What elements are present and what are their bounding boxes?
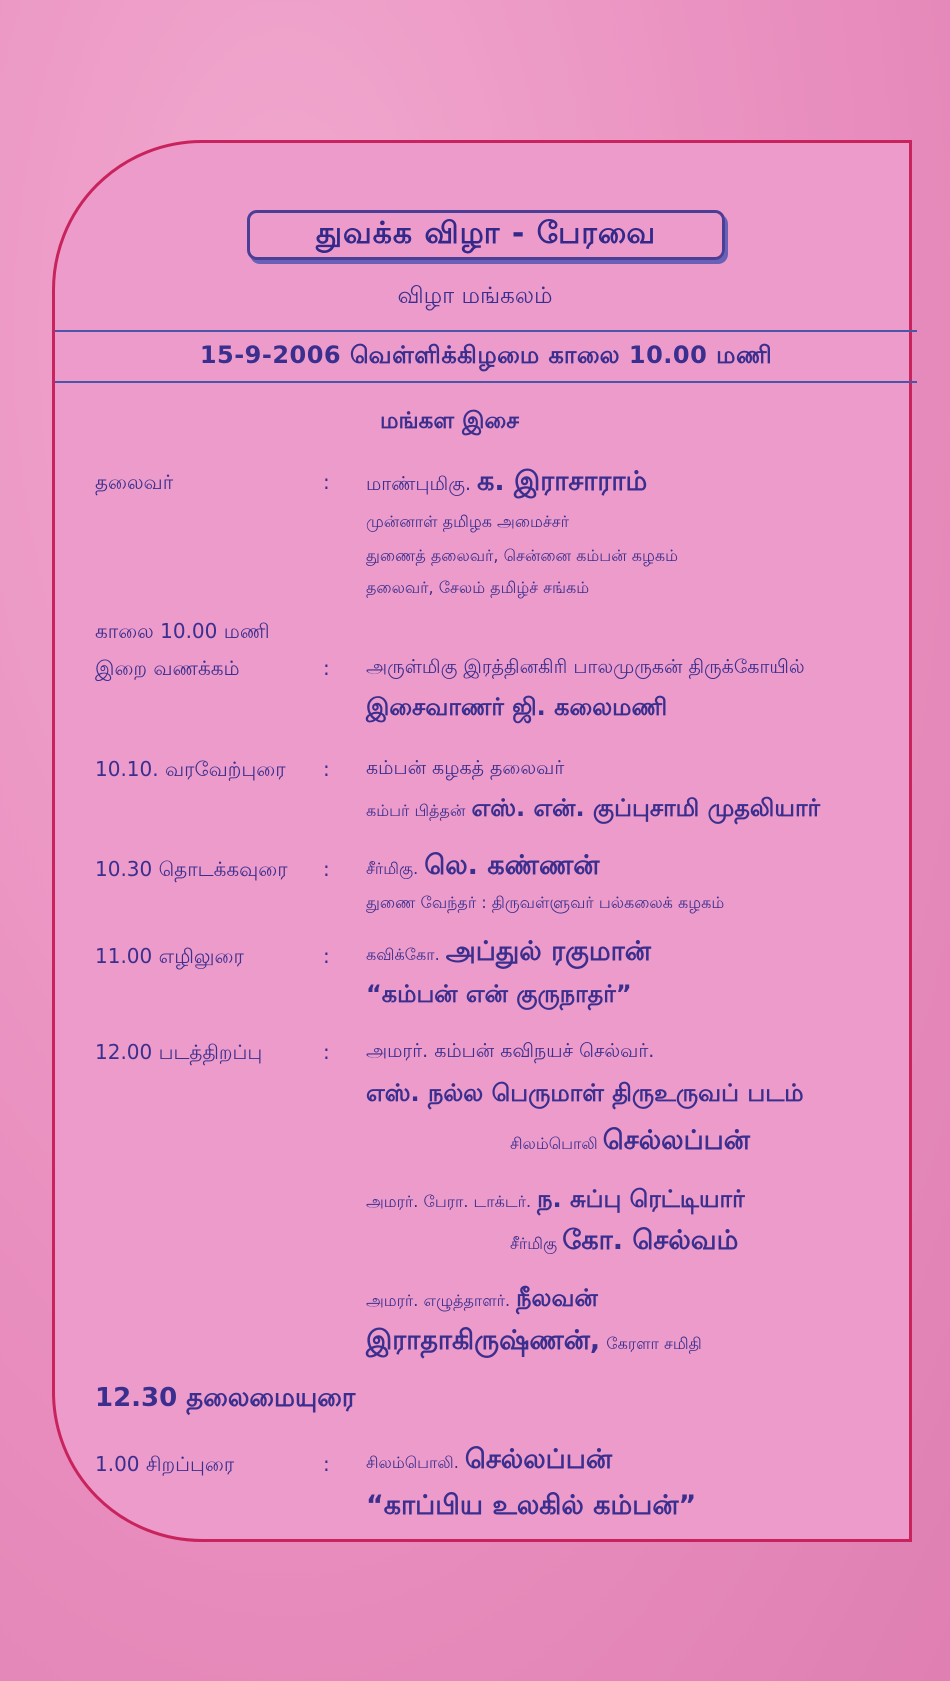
portrait-line-4-prefix: அமரர். எழுத்தாளர். [366, 1291, 511, 1310]
welcome-line-2 [366, 794, 820, 825]
inaugural-label: 10.30 தொடக்கவுரை [95, 857, 288, 881]
portrait-line-3-name: ந. சுப்பு ரெட்டியார் [537, 1185, 745, 1213]
portrait-line-5-suffix: கேரளா சமிதி [606, 1334, 702, 1353]
welcome-line-1: கம்பன் கழகத் தலைவர் [366, 757, 565, 779]
inaugural-line-2: துணை வேந்தர் : திருவள்ளுவர் பல்கலைக் கழகம் [366, 893, 725, 912]
divider-bottom [55, 381, 917, 383]
chair-label: தலைவர் [95, 470, 174, 494]
portrait-unveiler-1-prefix: சிலம்பொலி [510, 1134, 598, 1153]
opening-heading: மங்கள இசை [380, 408, 519, 434]
portrait-line-2: எஸ். நல்ல பெருமாள் திருஉருவப் படம் [366, 1079, 804, 1107]
colon: : [323, 656, 330, 680]
page-title: துவக்க விழா - பேரவை [247, 210, 725, 260]
chair-line-3: தலைவர், சேலம் தமிழ்ச் சங்கம் [366, 578, 590, 597]
portrait-unveiler-2-name: கோ. செல்வம் [562, 1225, 739, 1256]
speech-topic: “கம்பன் என் குருநாதர்” [366, 980, 632, 1008]
inaugural-name-line [366, 850, 599, 885]
speech-name-line [366, 936, 651, 971]
special-name: செல்லப்பன் [464, 1444, 612, 1475]
special-honorific: சிலம்பொலி. [366, 1453, 459, 1472]
colon: : [323, 944, 330, 968]
portrait-line-4-name: நீலவன் [516, 1284, 598, 1312]
prayer-label: இறை வணக்கம் [95, 656, 240, 680]
inaugural-honorific: சீர்மிகு. [366, 859, 419, 878]
special-topic: “காப்பிய உலகில் கம்பன்” [366, 1490, 697, 1521]
welcome-prefix: கம்பர் பித்தன் [366, 801, 466, 820]
welcome-name: எஸ். என். குப்புசாமி முதலியார் [471, 794, 821, 822]
portrait-line-5 [366, 1325, 702, 1360]
prayer-line-1: அருள்மிகு இரத்தினகிரி பாலமுருகன் திருக்கோயில் [366, 656, 805, 678]
prayer-line-2: இசைவாணர் ஜி. கலைமணி [366, 693, 668, 721]
chair-name: க. இராசாராம் [477, 466, 648, 497]
portrait-line-4 [366, 1284, 598, 1315]
divider-top [55, 330, 917, 332]
chair-name-line [366, 466, 647, 501]
portrait-unveiler-1-name: செல்லப்பன் [602, 1125, 750, 1156]
speech-label: 11.00 எழிலுரை [95, 944, 244, 968]
special-name-line [366, 1444, 612, 1479]
subtitle: விழா மங்கலம் [397, 283, 553, 309]
colon: : [323, 470, 330, 494]
portrait-unveiler-1 [510, 1125, 750, 1160]
presidential-heading: 12.30 தலைமையுரை [95, 1383, 356, 1413]
colon: : [323, 757, 330, 781]
portrait-unveiler-2 [510, 1225, 738, 1260]
portrait-label: 12.00 படத்திறப்பு [95, 1040, 263, 1064]
colon: : [323, 1452, 330, 1476]
chair-line-2: துணைத் தலைவர், சென்னை கம்பன் கழகம் [366, 546, 678, 565]
portrait-line-5-name: இராதாகிருஷ்ணன், [366, 1325, 601, 1356]
inaugural-name: லெ. கண்ணன் [424, 850, 600, 881]
time-label-1000: காலை 10.00 மணி [95, 619, 270, 643]
colon: : [323, 1040, 330, 1064]
portrait-line-3-prefix: அமரர். பேரா. டாக்டர். [366, 1192, 532, 1211]
chair-honorific: மாண்புமிகு. [366, 473, 472, 495]
portrait-unveiler-2-prefix: சீர்மிகு [510, 1234, 558, 1253]
portrait-line-3 [366, 1185, 745, 1216]
speech-honorific: கவிக்கோ. [366, 945, 440, 964]
chair-line-1: முன்னாள் தமிழக அமைச்சர் [366, 512, 569, 531]
speech-name: அப்துல் ரகுமான் [445, 936, 651, 967]
portrait-line-1: அமரர். கம்பன் கவிநயச் செல்வர். [366, 1040, 655, 1062]
special-label: 1.00 சிறப்புரை [95, 1452, 235, 1476]
colon: : [323, 857, 330, 881]
welcome-label: 10.10. வரவேற்புரை [95, 757, 286, 781]
date-line: 15-9-2006 வெள்ளிக்கிழமை காலை 10.00 மணி [199, 341, 773, 369]
